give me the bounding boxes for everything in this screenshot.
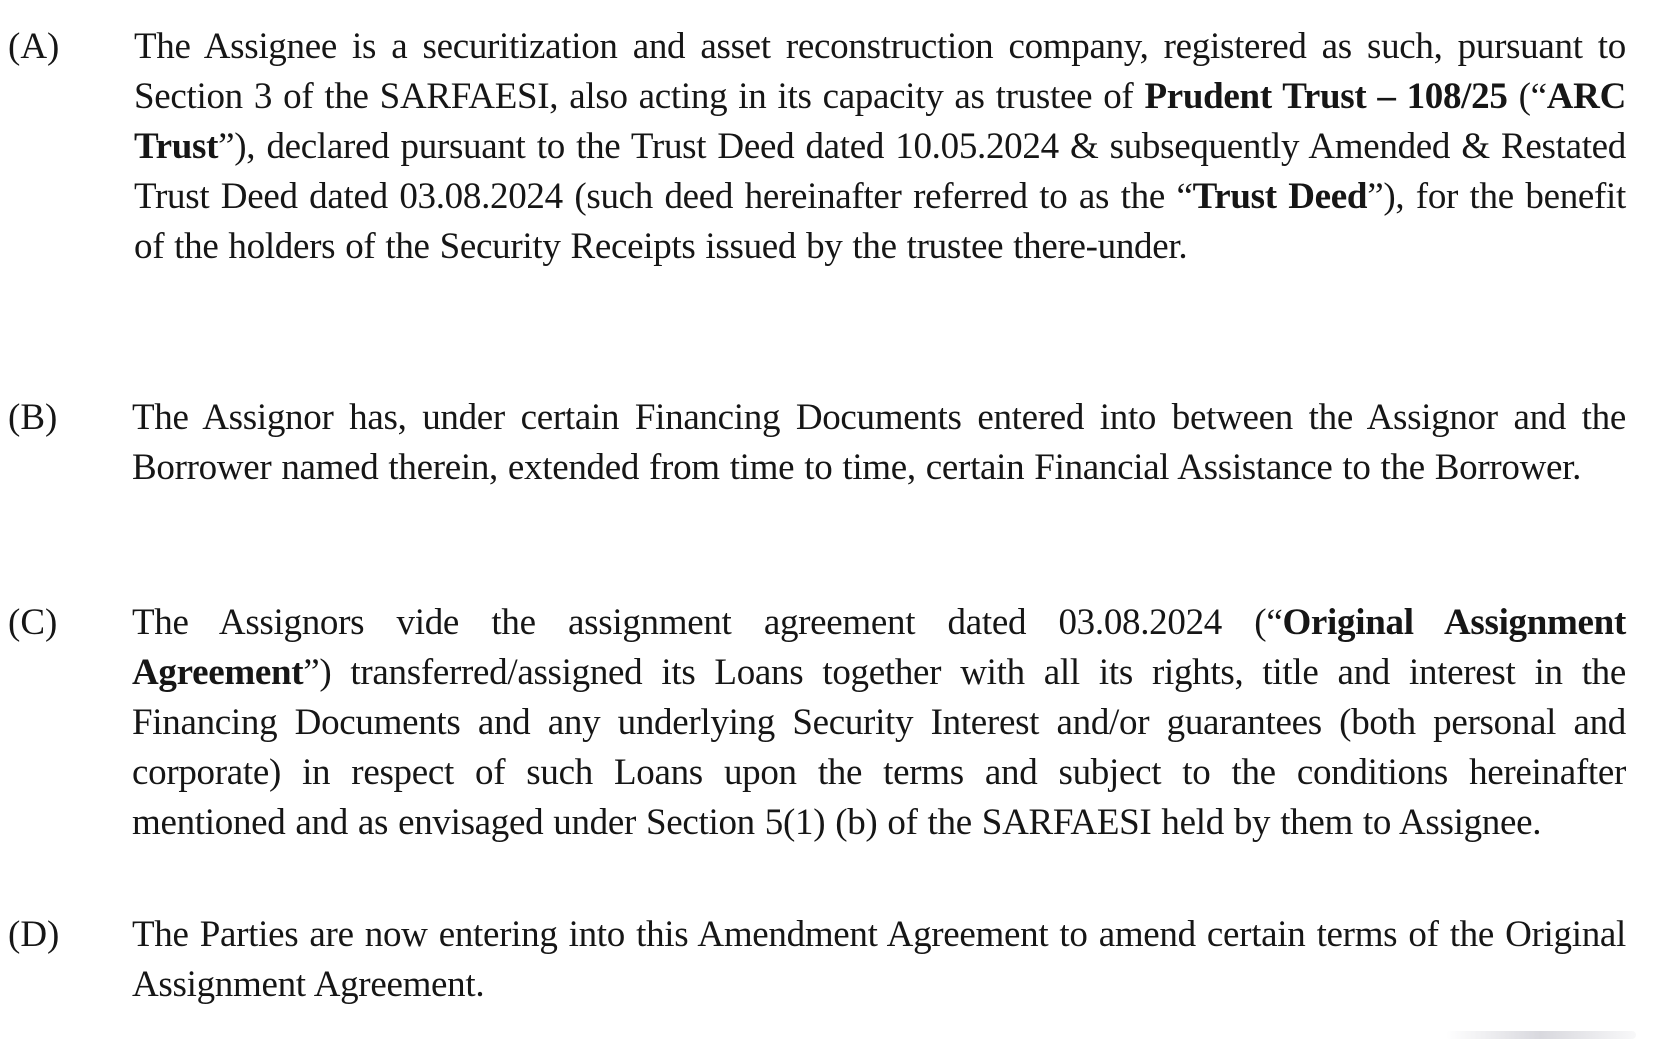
clause-marker: (A)	[8, 26, 60, 67]
text-run: The Parties are now entering into this Amendment Agreement to amend certain terms of the Original Assignment Agreement.	[132, 914, 1626, 1005]
clause-text	[132, 598, 1626, 848]
text-run: ”), declared pursuant to the Trust Deed dated 10.05.2024 & subsequently Amended & Restated Trust Deed dated 03.08.2024 (such deed hereinafter referred to as the “	[134, 126, 1626, 217]
clause-marker: (C)	[8, 602, 58, 643]
text-run: The Assignee is a securitization and asset reconstruction company, registered as such, pursuant to Section 3 of the SARFAESI, also acting in its capacity as trustee of	[134, 26, 1626, 117]
clause-text	[132, 910, 1626, 1010]
bold-term: Prudent Trust – 108/25	[1144, 76, 1508, 117]
clause-text	[132, 393, 1626, 493]
text-run: The Assignor has, under certain Financing Documents entered into between the Assignor and the Borrower named therein, extended from time to time, certain Financial Assistance to the Borrower.	[132, 397, 1626, 488]
bold-term: ARC Trust	[134, 76, 1627, 167]
text-run: ”), for the benefit of the holders of the Security Receipts issued by the trustee there-under.	[134, 176, 1626, 267]
clause-text	[134, 22, 1626, 272]
scan-smudge	[1446, 1031, 1636, 1039]
bold-term: Original Assignment Agreement	[132, 602, 1626, 693]
text-run: (“	[1507, 76, 1547, 117]
clause-marker: (B)	[8, 397, 58, 438]
text-run: ”) transferred/assigned its Loans together with all its rights, title and interest in the Financing Documents and any underlying Security Interest and/or guarantees (both personal and corporate) in respect of such Loans upon the terms and subject to the conditions hereinafter mentioned and as envisaged under Section 5(1) (b) of the SARFAESI held by them to Assignee.	[132, 652, 1626, 843]
text-run: The Assignors vide the assignment agreement dated 03.08.2024 (“	[132, 602, 1283, 643]
bold-term: Trust Deed	[1192, 176, 1368, 217]
clause-marker: (D)	[8, 914, 60, 955]
